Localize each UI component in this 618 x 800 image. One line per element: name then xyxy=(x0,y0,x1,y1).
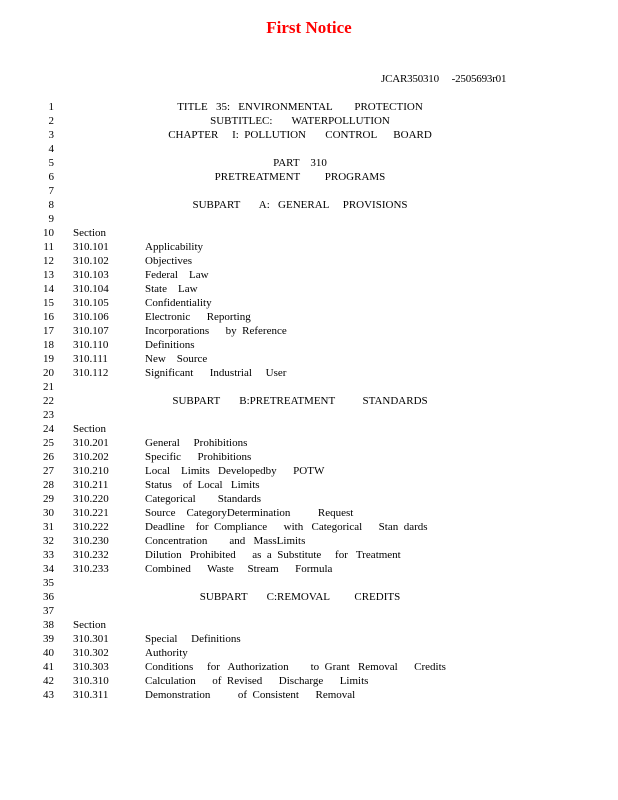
line-number: 16 xyxy=(43,311,54,323)
line-number: 2 xyxy=(48,115,54,127)
line-number: 36 xyxy=(43,591,54,603)
document-line xyxy=(0,240,618,254)
section-number: 310.102 xyxy=(73,255,109,267)
first-notice-heading: First Notice xyxy=(266,18,352,37)
document-line xyxy=(0,548,618,562)
section-number: 310.201 xyxy=(73,437,109,449)
line-number: 25 xyxy=(43,437,54,449)
document-line xyxy=(0,478,618,492)
document-line xyxy=(0,408,618,422)
section-number: 310.103 xyxy=(73,269,109,281)
section-number: 310.221 xyxy=(73,507,109,519)
document-line xyxy=(0,604,618,618)
line-number: 32 xyxy=(43,535,54,547)
line-number: 35 xyxy=(43,577,54,589)
section-caption: Specific Prohibitions xyxy=(145,451,252,463)
section-caption: Significant Industrial User xyxy=(145,367,287,379)
line-number: 21 xyxy=(43,381,54,393)
line-number: 1 xyxy=(48,101,54,113)
document-line xyxy=(0,170,618,184)
document-line xyxy=(0,338,618,352)
line-number: 41 xyxy=(43,661,54,673)
document-line xyxy=(0,156,618,170)
document-line xyxy=(0,198,618,212)
line-number: 5 xyxy=(48,157,54,169)
centered-heading: PRETREATMENT PROGRAMS xyxy=(214,171,386,183)
section-caption: Confidentiality xyxy=(145,297,212,309)
line-number: 13 xyxy=(43,269,54,281)
document-line xyxy=(0,576,618,590)
section-number: 310.301 xyxy=(73,633,109,645)
document-line xyxy=(0,534,618,548)
line-number: 10 xyxy=(43,227,54,239)
document-line xyxy=(0,492,618,506)
line-number: 19 xyxy=(43,353,54,365)
document-line xyxy=(0,646,618,660)
section-caption: Status of Local Limits xyxy=(145,479,260,491)
section-number: 310.230 xyxy=(73,535,109,547)
section-caption: Categorical Standards xyxy=(145,493,262,505)
section-number: 310.106 xyxy=(73,311,109,323)
section-caption: Special Definitions xyxy=(145,633,241,645)
line-number: 26 xyxy=(43,451,54,463)
document-line xyxy=(0,660,618,674)
line-number: 33 xyxy=(43,549,54,561)
document-line xyxy=(0,100,618,114)
document-line xyxy=(0,282,618,296)
section-number: Section xyxy=(73,619,106,631)
document-line xyxy=(0,506,618,520)
section-caption: Applicability xyxy=(145,241,204,253)
centered-heading: PART 310 xyxy=(273,157,327,169)
section-caption: Objectives xyxy=(145,255,193,267)
document-line xyxy=(0,562,618,576)
section-number: 310.302 xyxy=(73,647,109,659)
line-number: 9 xyxy=(48,213,54,225)
document-line xyxy=(0,128,618,142)
document-line xyxy=(0,520,618,534)
centered-heading: SUBPART B:PRETREATMENT STANDARDS xyxy=(172,395,428,407)
document-line xyxy=(0,380,618,394)
section-caption: General Prohibitions xyxy=(145,437,248,449)
line-number: 40 xyxy=(43,647,54,659)
section-number: 310.303 xyxy=(73,661,109,673)
line-number: 22 xyxy=(43,395,54,407)
section-number: 310.107 xyxy=(73,325,109,337)
line-number: 24 xyxy=(43,423,54,435)
line-number: 11 xyxy=(43,241,54,253)
section-caption: State Law xyxy=(145,283,198,295)
document-line xyxy=(0,436,618,450)
section-caption: Concentration and MassLimits xyxy=(145,535,306,547)
line-number: 4 xyxy=(48,143,54,155)
section-number: 310.220 xyxy=(73,493,109,505)
document-line xyxy=(0,618,618,632)
centered-heading: TITLE 35: ENVIRONMENTAL PROTECTION xyxy=(177,101,423,113)
line-number: 8 xyxy=(48,199,54,211)
document-line xyxy=(0,450,618,464)
line-number: 29 xyxy=(43,493,54,505)
line-number: 38 xyxy=(43,619,54,631)
section-number: 310.110 xyxy=(73,339,109,351)
line-number: 37 xyxy=(43,605,54,617)
line-number: 28 xyxy=(43,479,54,491)
section-caption: Combined Waste Stream Formula xyxy=(145,563,333,575)
section-caption: Source CategoryDetermination Request xyxy=(145,507,354,519)
section-number: 310.202 xyxy=(73,451,109,463)
line-number: 18 xyxy=(43,339,54,351)
line-number: 3 xyxy=(48,129,54,141)
document-line xyxy=(0,464,618,478)
line-number: 14 xyxy=(43,283,54,295)
document-id: JCAR350310 -2505693r01 xyxy=(381,73,507,85)
document-line xyxy=(0,674,618,688)
line-number: 39 xyxy=(43,633,54,645)
section-number: 310.222 xyxy=(73,521,109,533)
document-line xyxy=(0,212,618,226)
section-caption: Local Limits Developedby POTW xyxy=(145,465,325,477)
document-line xyxy=(0,688,618,702)
section-caption: New Source xyxy=(145,353,208,365)
line-number: 31 xyxy=(43,521,54,533)
document-line xyxy=(0,590,618,604)
centered-heading: SUBPART A: GENERAL PROVISIONS xyxy=(192,199,408,211)
section-number: 310.112 xyxy=(73,367,109,379)
document-line xyxy=(0,352,618,366)
numbered-lines xyxy=(0,100,618,702)
document-line xyxy=(0,394,618,408)
section-number: 310.211 xyxy=(73,479,109,491)
centered-heading: SUBPART C:REMOVAL CREDITS xyxy=(199,591,401,603)
document-line xyxy=(0,296,618,310)
line-number: 6 xyxy=(48,171,54,183)
document-line xyxy=(0,142,618,156)
section-caption: Authority xyxy=(145,647,188,659)
document-line xyxy=(0,254,618,268)
section-caption: Dilution Prohibited as a Substitute for Treatment xyxy=(145,549,401,561)
section-number: 310.210 xyxy=(73,465,109,477)
section-number: Section xyxy=(73,423,106,435)
document-line xyxy=(0,422,618,436)
line-number: 23 xyxy=(43,409,54,421)
line-number: 43 xyxy=(43,689,54,701)
document-line xyxy=(0,324,618,338)
line-number: 20 xyxy=(43,367,54,379)
section-caption: Demonstration of Consistent Removal xyxy=(145,689,356,701)
line-number: 7 xyxy=(48,185,54,197)
section-caption: Conditions for Authorization to Grant Removal Credits xyxy=(145,661,446,673)
section-number: 310.101 xyxy=(73,241,109,253)
centered-heading: CHAPTER I: POLLUTION CONTROL BOARD xyxy=(168,129,432,141)
document-line xyxy=(0,310,618,324)
section-number: 310.233 xyxy=(73,563,109,575)
line-number: 15 xyxy=(43,297,54,309)
section-number: 310.104 xyxy=(73,283,109,295)
section-caption: Deadline for Compliance with Categorical Stan dards xyxy=(145,521,428,533)
section-caption: Electronic Reporting xyxy=(145,311,251,323)
document-line xyxy=(0,268,618,282)
line-number: 42 xyxy=(43,675,54,687)
line-number: 30 xyxy=(43,507,54,519)
line-number: 34 xyxy=(43,563,54,575)
document-line xyxy=(0,632,618,646)
centered-heading: SUBTITLEC: WATERPOLLUTION xyxy=(210,115,390,127)
document-line xyxy=(0,114,618,128)
section-number: 310.311 xyxy=(73,689,109,701)
section-caption: Calculation of Revised Discharge Limits xyxy=(145,675,369,687)
document-line xyxy=(0,184,618,198)
section-number: Section xyxy=(73,227,106,239)
document-line xyxy=(0,226,618,240)
section-caption: Federal Law xyxy=(145,269,209,281)
line-number: 12 xyxy=(43,255,54,267)
line-number: 27 xyxy=(43,465,54,477)
line-number: 17 xyxy=(43,325,54,337)
section-caption: Incorporations by Reference xyxy=(145,325,287,337)
section-caption: Definitions xyxy=(145,339,195,351)
section-number: 310.232 xyxy=(73,549,109,561)
section-number: 310.111 xyxy=(73,353,108,365)
section-number: 310.310 xyxy=(73,675,109,687)
document-line xyxy=(0,366,618,380)
section-number: 310.105 xyxy=(73,297,109,309)
